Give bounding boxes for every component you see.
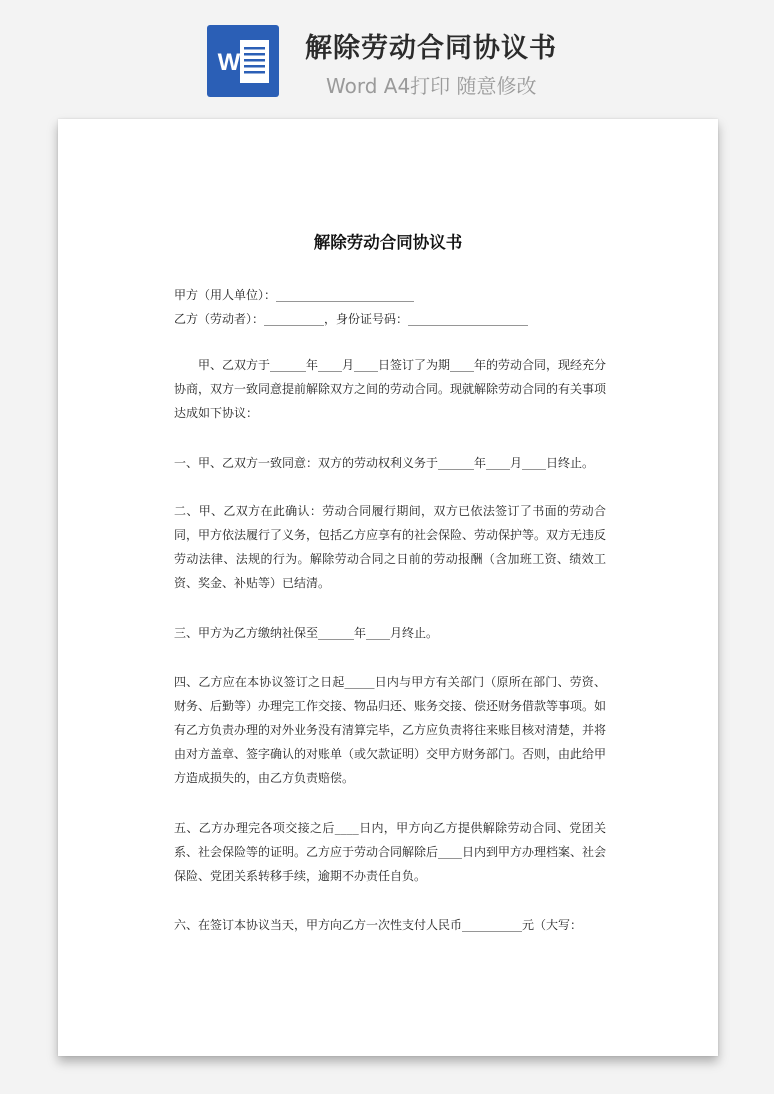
watermark — [91, 479, 111, 503]
party-b-line: 乙方（劳动者）：__________，身份证号码：____________________ — [174, 312, 529, 326]
clause-5: 五、乙方办理完各项交接之后____日内，甲方向乙方提供解除劳动合同、党团关系、社会保险等的证明。乙方应于劳动合同解除后____日内到甲方办理档案、社会保险、党团关系转移手续，逾期不办责任自负。 — [174, 821, 607, 883]
preamble-paragraph: 甲、乙双方于______年____月____日签订了为期____年的劳动合同，现经充分协商，双方一致同意提前解除双方之间的劳动合同。现就解除劳动合同的有关事项达成如下协议： — [174, 358, 607, 420]
clause-1: 一、甲、乙双方一致同意：双方的劳动权利义务于______年____月____日终止。 — [174, 456, 595, 470]
clause-4: 四、乙方应在本协议签订之日起_____日内与甲方有关部门（原所在部门、劳资、财务、后勤等）办理完工作交接、物品归还、账务交接、偿还财务借款等事项。如有乙方负责办理的对外业务没有清算完毕，乙方应负责将往来账目核对清楚，并将由对方盖章、签字确认的对账单（或欠款证明）交甲方财务部门。否则，由此给甲方造成损失的，由乙方负责赔偿。 — [174, 675, 607, 785]
banner-header — [0, 0, 774, 118]
party-a-line: 甲方（用人单位）：_______________________ — [174, 288, 415, 302]
document-title: 解除劳动合同协议书 — [313, 233, 463, 252]
banner-subtitle: Word A4打印 随意修改 — [326, 74, 537, 98]
document-page — [58, 119, 718, 1056]
banner-title: 解除劳动合同协议书 — [305, 33, 557, 64]
clause-3: 三、甲方为乙方缴纳社保至______年____月终止。 — [174, 626, 439, 640]
word-icon — [207, 25, 279, 97]
clause-6: 六、在签订本协议当天，甲方向乙方一次性支付人民币__________元（大写： — [174, 918, 583, 932]
svg-text:W: W — [217, 49, 241, 76]
clause-2: 二、甲、乙双方在此确认：劳动合同履行期间，双方已依法签订了书面的劳动合同，甲方依法履行了义务，包括乙方应享有的社会保险、劳动保护等。双方无违反劳动法律、法规的行为。解除劳动合同之日前的劳动报酬（含加班工资、绩效工资、奖金、补贴等）已结清。 — [174, 504, 607, 590]
